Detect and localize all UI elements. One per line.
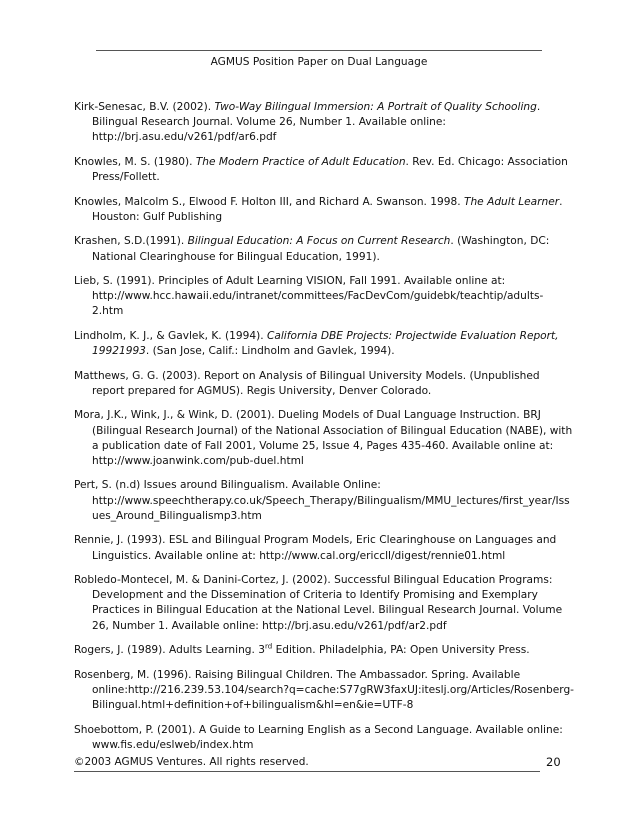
- reference-entry: Knowles, M. S. (1980). The Modern Practice of Adult Education. Rev. Ed. Chicago: Association Press/Follett.: [74, 155, 568, 184]
- reference-entry: Lindholm, K. J., & Gavlek, K. (1994). California DBE Projects: Projectwide Evaluation Report, 19921993. (San Jose, Calif.: Lindholm and Gavlek, 1994).: [74, 329, 559, 358]
- reference-list: [74, 100, 574, 762]
- reference-entry: Rosenberg, M. (1996). Raising Bilingual Children. The Ambassador. Spring. Available online:http://216.239.53.104/search?q=cache:S77gRW3faxUJ:iteslj.org/Articles/Rosenberg-Bilingual.html+definition+of+bilingualism&hl=en&ie=UTF-8: [74, 668, 574, 712]
- reference-entry: Rennie, J. (1993). ESL and Bilingual Program Models, Eric Clearinghouse on Languages and Linguistics. Available online at: http://www.cal.org/ericcll/digest/rennie01.html: [74, 534, 557, 562]
- reference-entry: Lieb, S. (1991). Principles of Adult Learning VISION, Fall 1991. Available online at: http://www.hcc.hawaii.edu/intranet/committees/FacDevCom/guidebk/teachtip/adults-2.htm: [74, 275, 544, 318]
- page-header-title: AGMUS Position Paper on Dual Language: [210, 56, 428, 68]
- footer-copyright: ©2003 AGMUS Ventures. All rights reserved.: [74, 756, 309, 768]
- reference-entry: Mora, J.K., Wink, J., & Wink, D. (2001). Dueling Models of Dual Language Instruction. BRJ (Bilingual Research Journal) of the National Association of Bilingual Education (NABE), with a publication date of Fall 2001, Volume 25, Issue 4, Pages 435-460. Available online at: http://www.joanwink.com/pub-duel.html: [74, 409, 573, 467]
- page-number: 20: [546, 755, 561, 769]
- reference-entry: Krashen, S.D.(1991). Bilingual Education: A Focus on Current Research. (Washington, DC: National Clearinghouse for Bilingual Education, 1991).: [74, 235, 550, 263]
- header-rule: [96, 50, 542, 51]
- reference-entry: Kirk-Senesac, B.V. (2002). Two-Way Bilingual Immersion: A Portrait of Quality Schooling. Bilingual Research Journal. Volume 26, Number 1. Available online: http://brj.asu.edu/v261/pdf/ar6.pdf: [74, 101, 541, 144]
- footer-rule: [74, 771, 540, 772]
- reference-entry: Rogers, J. (1989). Adults Learning. 3rd Edition. Philadelphia, PA: Open University Press.: [74, 642, 530, 657]
- reference-entry: Matthews, G. G. (2003). Report on Analysis of Bilingual University Models. (Unpublished report prepared for AGMUS). Regis University, Denver Colorado.: [74, 369, 540, 397]
- reference-entry: Pert, S. (n.d) Issues around Bilingualism. Available Online: http://www.speechtherapy.co.uk/Speech_Therapy/Bilingualism/MMU_lectures/first_year/Issues_Around_Bilingualismp3.htm: [74, 479, 570, 522]
- reference-entry: Knowles, Malcolm S., Elwood F. Holton III, and Richard A. Swanson. 1998. The Adult Learner. Houston: Gulf Publishing: [74, 195, 563, 223]
- reference-entry: Robledo-Montecel, M. & Danini-Cortez, J. (2002). Successful Bilingual Education Programs: Development and the Dissemination of Criteria to Identify Promising and Exemplary Practices in Bilingual Education at the National Level. Bilingual Research Journal. Volume 26, Number 1. Available online: http://brj.asu.edu/v261/pdf/ar2.pdf: [74, 574, 563, 632]
- reference-entry: Shoebottom, P. (2001). A Guide to Learning English as a Second Language. Available online: www.fis.edu/eslweb/index.htm: [74, 723, 563, 751]
